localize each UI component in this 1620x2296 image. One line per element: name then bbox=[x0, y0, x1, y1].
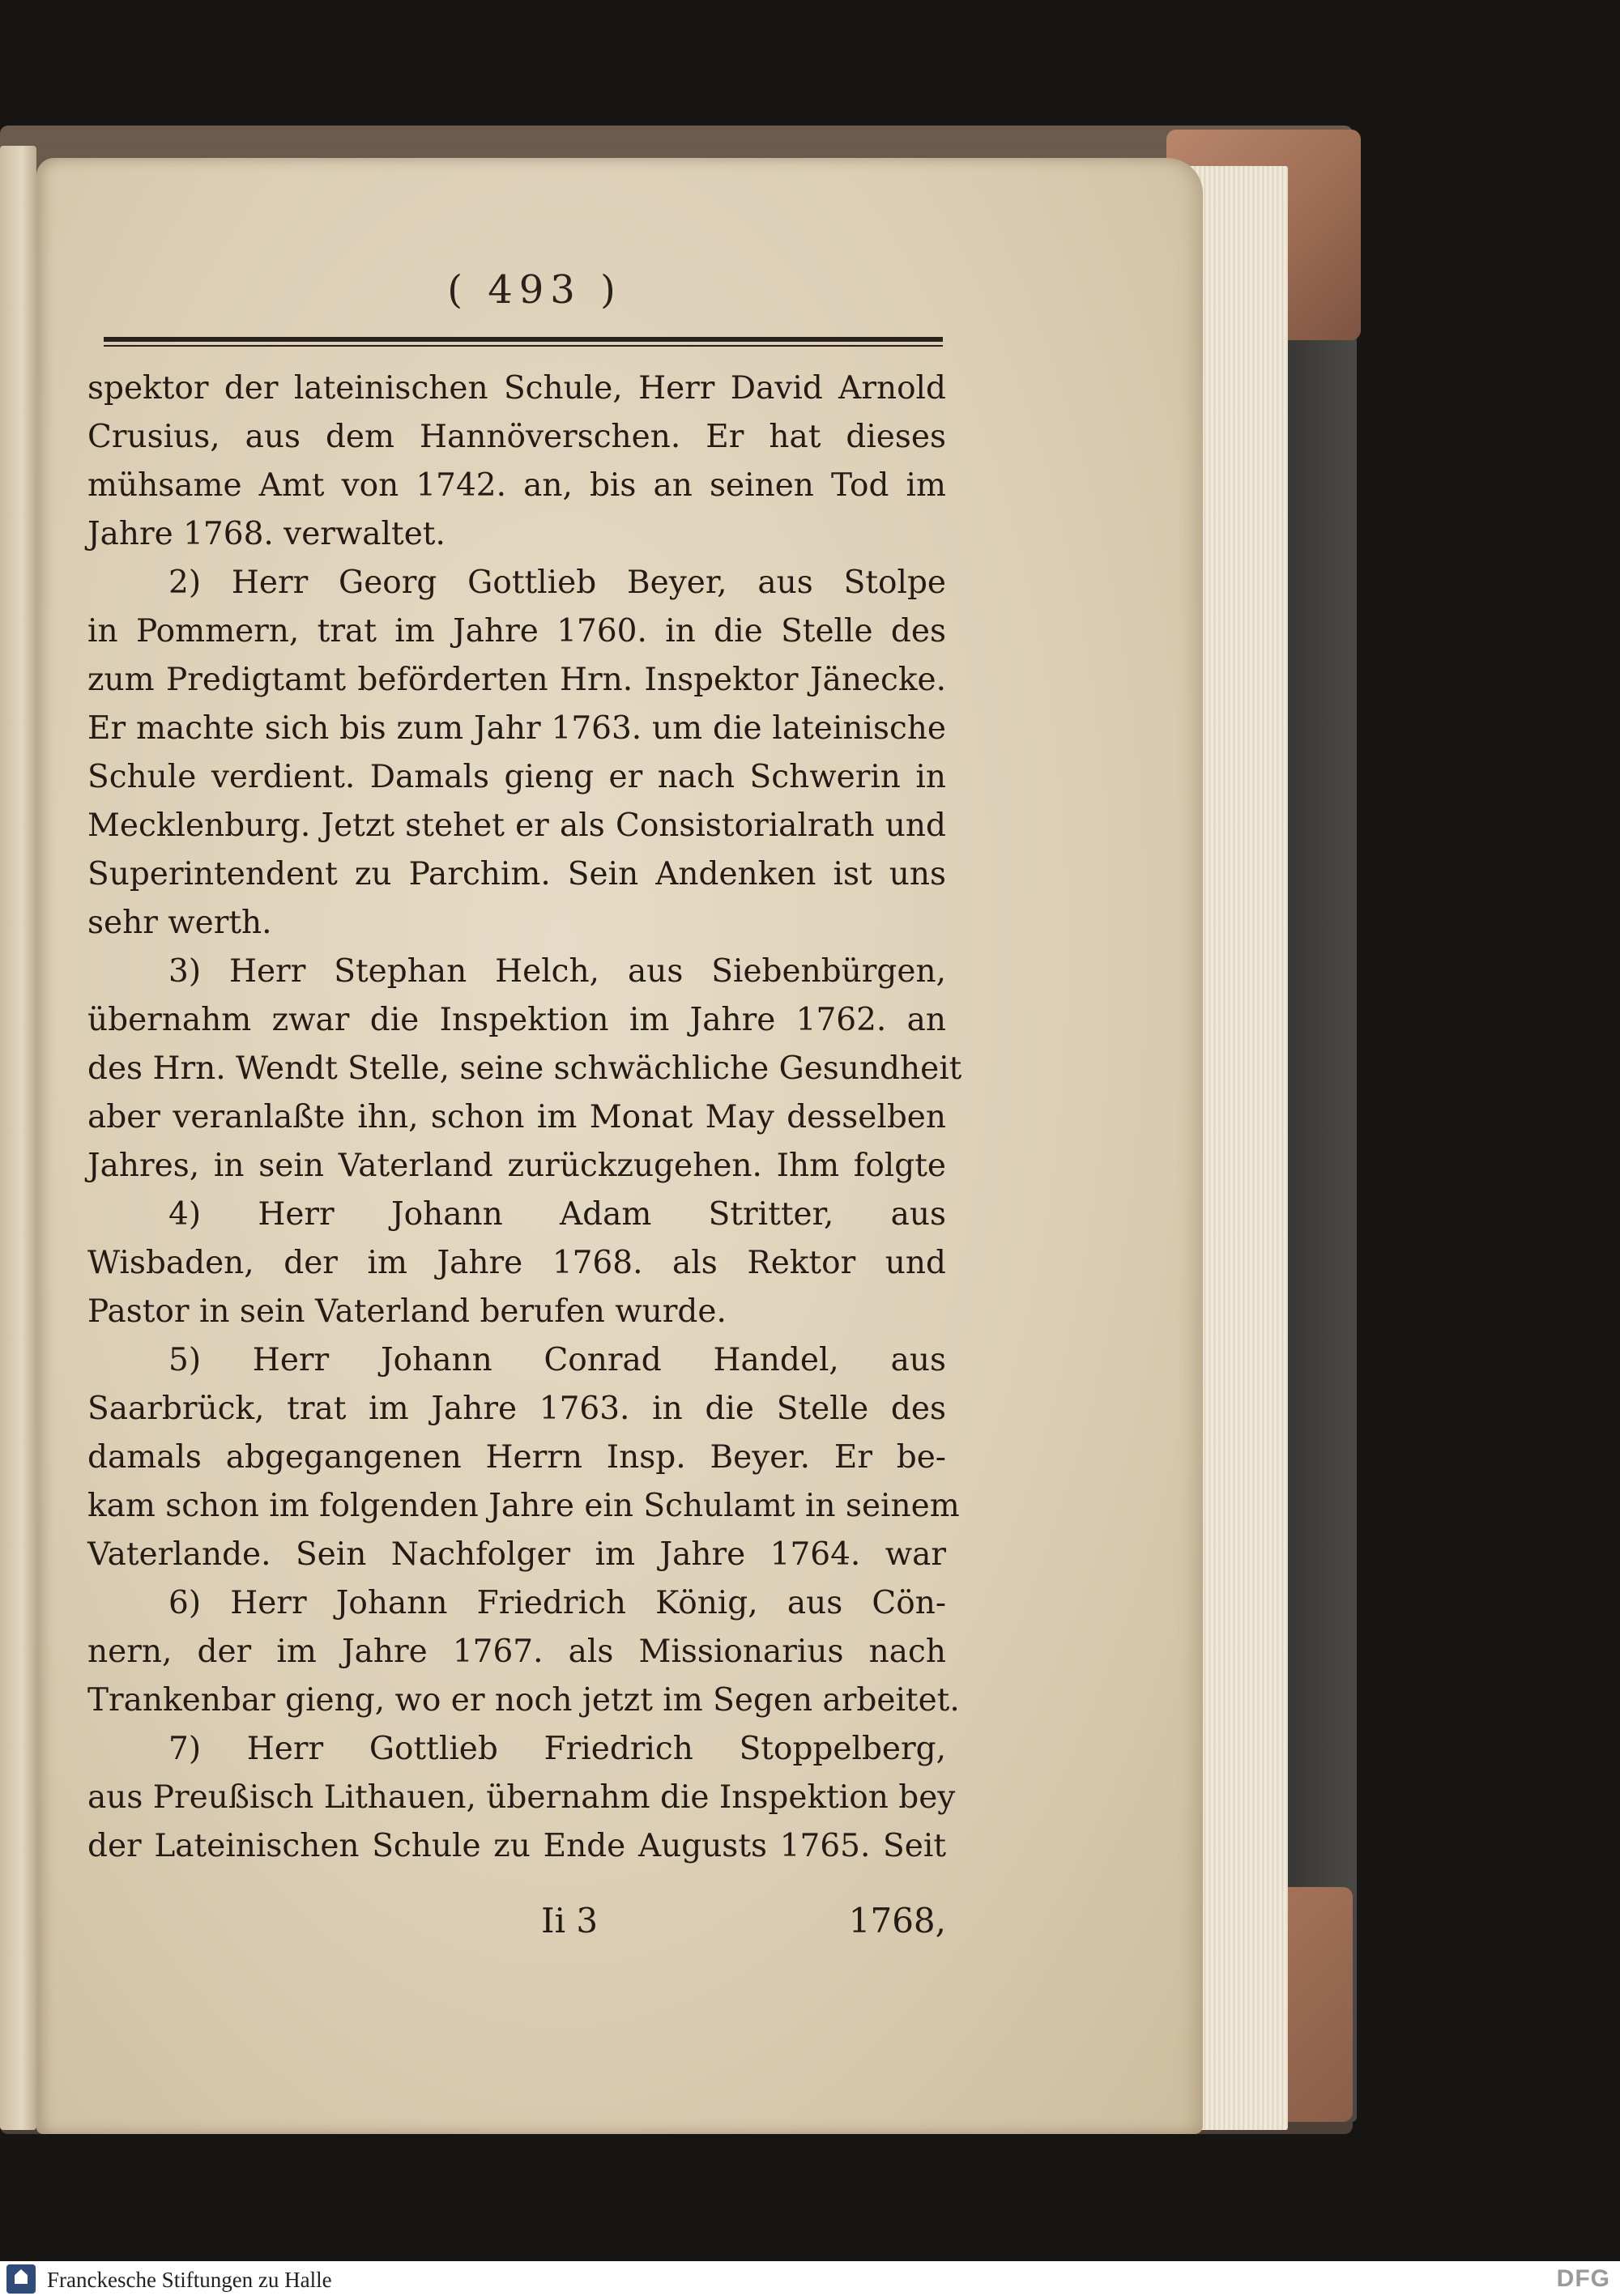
catchword: 1768, bbox=[848, 1901, 946, 1940]
text-line: Pastor in sein Vaterland berufen wurde. bbox=[87, 1293, 727, 1330]
text-line: Saarbrück, trat im Jahre 1763. in die Stelle des bbox=[87, 1391, 946, 1427]
text-line: des Hrn. Wendt Stelle, seine schwächliche Gesundheit bbox=[87, 1050, 962, 1087]
text-line: 7) Herr Gottlieb Friedrich Stoppelberg, bbox=[168, 1731, 946, 1767]
text-line: Jahres, in sein Vaterland zurückzugehen. Ihm folgte bbox=[87, 1148, 946, 1184]
text-line: Jahre 1768. verwaltet. bbox=[87, 516, 446, 552]
signature-mark: Ii 3 bbox=[541, 1901, 599, 1940]
text-line: aber veranlaßte ihn, schon im Monat May desselben bbox=[87, 1099, 946, 1135]
text-line: kam schon im folgenden Jahre ein Schulamt in seinem bbox=[87, 1488, 960, 1524]
text-line: mühsame Amt von 1742. an, bis an seinen Tod im bbox=[87, 467, 946, 504]
text-line: in Pommern, trat im Jahre 1760. in die Stelle des bbox=[87, 613, 946, 650]
page-body-text bbox=[87, 364, 962, 1871]
header-rule-thick bbox=[104, 337, 943, 342]
text-line: Schule verdient. Damals gieng er nach Schwerin in bbox=[87, 759, 946, 795]
text-line: Superintendent zu Parchim. Sein Andenken ist uns bbox=[87, 856, 946, 892]
text-line: der Lateinischen Schule zu Ende Augusts 1765. Seit bbox=[87, 1828, 946, 1864]
text-line: spektor der lateinischen Schule, Herr David Arnold bbox=[87, 370, 946, 407]
facing-page-edge bbox=[0, 146, 36, 2130]
header-rule-thin bbox=[104, 345, 943, 347]
text-line: 6) Herr Johann Friedrich König, aus Cön- bbox=[168, 1585, 946, 1621]
text-line: Er machte sich bis zum Jahr 1763. um die lateinische bbox=[87, 710, 946, 747]
text-line: 5) Herr Johann Conrad Handel, aus bbox=[168, 1342, 946, 1378]
dfg-logo: DFG bbox=[1556, 2265, 1610, 2292]
text-line: Crusius, aus dem Hannöverschen. Er hat dieses bbox=[87, 419, 946, 455]
text-line: Wisbaden, der im Jahre 1768. als Rektor und bbox=[87, 1245, 946, 1281]
text-line: nern, der im Jahre 1767. als Missionarius nach bbox=[87, 1634, 946, 1670]
text-line: Vaterlande. Sein Nachfolger im Jahre 1764. war bbox=[87, 1536, 946, 1573]
text-line: zum Predigtamt beförderten Hrn. Inspektor Jänecke. bbox=[87, 662, 946, 698]
page-footer bbox=[87, 1901, 946, 1949]
text-line: 2) Herr Georg Gottlieb Beyer, aus Stolpe bbox=[168, 564, 946, 601]
text-line: damals abgegangenen Herrn Insp. Beyer. Er be- bbox=[87, 1439, 946, 1476]
text-line: Mecklenburg. Jetzt stehet er als Consistorialrath und bbox=[87, 807, 946, 844]
text-line: 3) Herr Stephan Helch, aus Siebenbürgen, bbox=[168, 953, 946, 990]
text-line: aus Preußisch Lithauen, übernahm die Inspektion bey bbox=[87, 1779, 956, 1816]
text-line: übernahm zwar die Inspektion im Jahre 1762. an bbox=[87, 1002, 946, 1038]
text-line: Trankenbar gieng, wo er noch jetzt im Segen arbeitet. bbox=[87, 1682, 960, 1719]
page-number-header: ( 493 ) bbox=[447, 267, 622, 313]
institution-name: Franckesche Stiftungen zu Halle bbox=[47, 2268, 332, 2292]
text-line: 4) Herr Johann Adam Stritter, aus bbox=[168, 1196, 946, 1233]
text-line: sehr werth. bbox=[87, 905, 272, 941]
francke-foundations-logo-icon bbox=[6, 2264, 36, 2294]
